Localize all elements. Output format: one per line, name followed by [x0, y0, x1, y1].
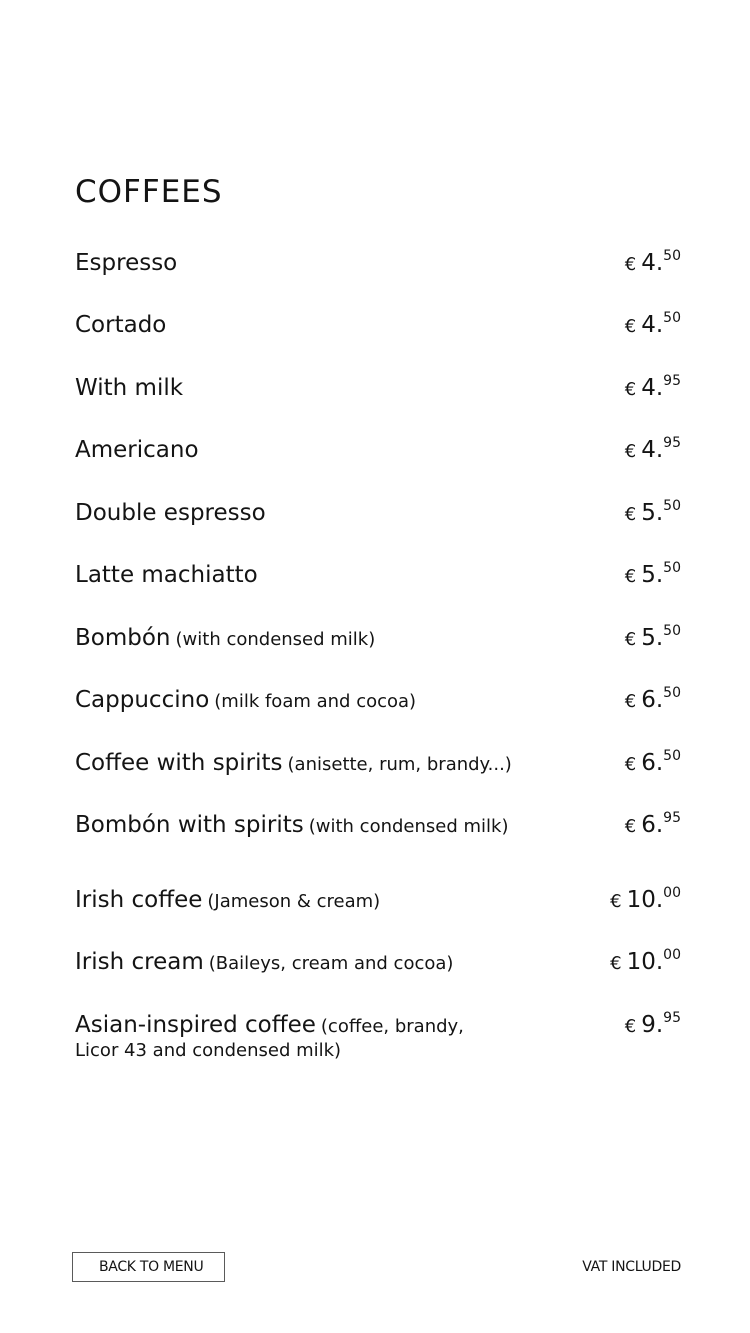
item-price	[610, 949, 681, 977]
item-price	[625, 312, 681, 340]
item-price	[625, 437, 681, 465]
price-cents: 50	[663, 498, 681, 514]
item-price	[625, 375, 681, 403]
price-units: 6.	[641, 750, 664, 776]
price-cents: 50	[663, 748, 681, 764]
currency-symbol: €	[624, 754, 637, 775]
price-cents: 95	[663, 373, 681, 389]
price-units: 5.	[641, 625, 664, 651]
back-to-menu-button[interactable]: BACK TO MENU	[72, 1252, 225, 1282]
price-units: 4.	[641, 312, 664, 338]
item-name: Espresso	[75, 250, 178, 276]
item-description: (Jameson & cream)	[207, 891, 381, 912]
item-name: Americano	[75, 437, 199, 463]
item-name: Cappuccino	[75, 687, 210, 713]
item-price	[625, 500, 681, 528]
item-name: With milk	[75, 375, 184, 401]
currency-symbol: €	[624, 441, 637, 462]
price-units: 5.	[641, 500, 664, 526]
item-price	[625, 1012, 681, 1040]
currency-symbol: €	[624, 691, 637, 712]
item-name: Irish cream	[75, 949, 204, 975]
currency-symbol: €	[624, 254, 637, 275]
price-units: 5.	[641, 562, 664, 588]
item-name: Cortado	[75, 312, 167, 338]
item-description: (with condensed milk)	[308, 816, 509, 837]
currency-symbol: €	[624, 566, 637, 587]
price-cents: 00	[663, 885, 681, 901]
item-price	[625, 687, 681, 715]
price-units: 9.	[641, 1012, 664, 1038]
item-name: Asian-inspired coffee	[75, 1012, 316, 1038]
item-name: Double espresso	[75, 500, 266, 526]
item-price	[625, 812, 681, 840]
item-name: Coffee with spirits	[75, 750, 283, 776]
price-units: 10.	[626, 887, 664, 913]
page-title: COFFEES	[75, 174, 223, 210]
price-units: 4.	[641, 437, 664, 463]
item-name: Irish coffee	[75, 887, 203, 913]
item-description: (anisette, rum, brandy...)	[287, 754, 512, 775]
price-cents: 00	[663, 947, 681, 963]
price-cents: 50	[663, 248, 681, 264]
menu-list	[75, 0, 681, 1333]
currency-symbol: €	[624, 629, 637, 650]
currency-symbol: €	[624, 316, 637, 337]
price-units: 6.	[641, 812, 664, 838]
item-price	[625, 625, 681, 653]
item-description: (coffee, brandy,	[320, 1016, 464, 1037]
price-cents: 50	[663, 685, 681, 701]
item-description: (milk foam and cocoa)	[214, 691, 417, 712]
price-units: 6.	[641, 687, 664, 713]
currency-symbol: €	[624, 504, 637, 525]
currency-symbol: €	[624, 1016, 637, 1037]
price-units: 4.	[641, 250, 664, 276]
price-cents: 95	[663, 1010, 681, 1026]
currency-symbol: €	[624, 379, 637, 400]
price-units: 4.	[641, 375, 664, 401]
currency-symbol: €	[610, 953, 622, 974]
currency-symbol: €	[610, 891, 622, 912]
item-price	[625, 750, 681, 778]
currency-symbol: €	[624, 816, 637, 837]
item-price	[610, 887, 681, 915]
item-price	[625, 250, 681, 278]
item-name: Latte machiatto	[75, 562, 258, 588]
item-price	[625, 562, 681, 590]
price-cents: 50	[663, 623, 681, 639]
vat-included-note: VAT INCLUDED	[582, 1259, 681, 1275]
price-cents: 95	[663, 435, 681, 451]
item-description: (with condensed milk)	[175, 629, 376, 650]
item-description-continued: Licor 43 and condensed milk)	[75, 1040, 342, 1061]
price-cents: 50	[663, 310, 681, 326]
item-name: Bombón	[75, 625, 171, 651]
item-name: Bombón with spirits	[75, 812, 304, 838]
item-description: (Baileys, cream and cocoa)	[208, 953, 454, 974]
price-units: 10.	[626, 949, 664, 975]
price-cents: 50	[663, 560, 681, 576]
price-cents: 95	[663, 810, 681, 826]
